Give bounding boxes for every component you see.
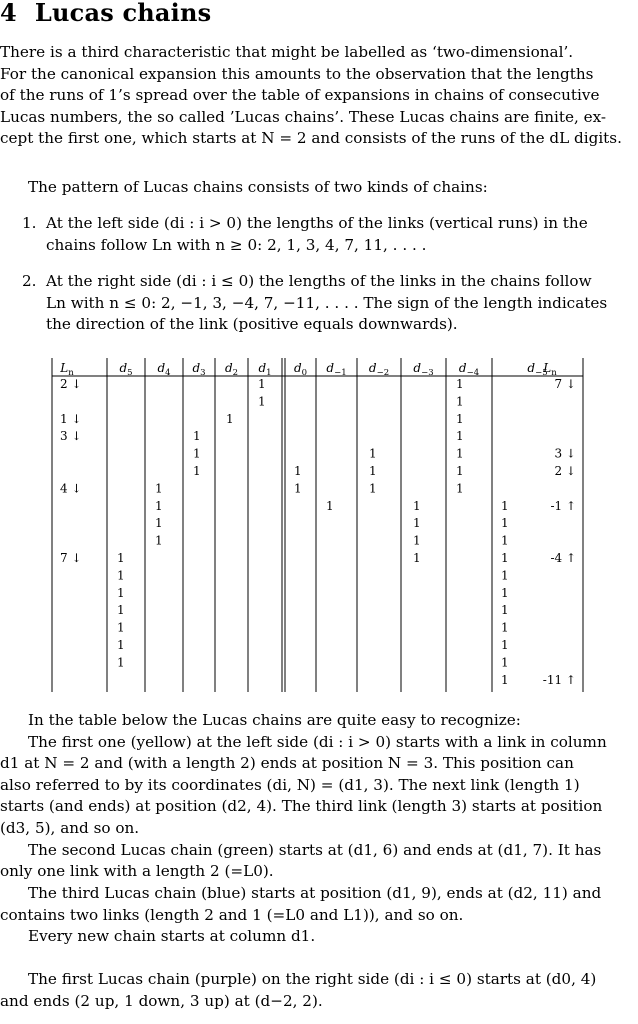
after-line: also referred to by its coordinates (di, N) = (d1, 3). The next link (length 1) [0,775,580,794]
list-item-number: 2. [22,272,37,291]
table-header: $d_{-2}$ [368,361,390,378]
table-cell-one: 1 [456,377,464,391]
table-cell-one: 1 [501,638,509,652]
table-cell-one: 1 [226,411,234,426]
left-ln-cell: 3 ↓ [60,429,82,444]
intro-line: cept the first one, which starts at N = 2 and consists of the runs of the dL digits. [0,129,622,148]
table-header: $L_n$ [60,361,74,378]
table-cell-one: 1 [413,498,421,513]
section-heading [0,0,211,27]
after-line: only one link with a length 2 (=L0). [0,862,274,880]
after-line: The first Lucas chain (purple) on the right side (di : i ≤ 0) starts at (d0, 4) [28,970,597,988]
intro-line: Lucas numbers, the so called ’Lucas chains’. These Lucas chains are finite, ex- [0,107,607,126]
table-cell-one: 1 [501,603,509,618]
table-cell-one: 1 [117,585,125,600]
table-cell-one: 1 [155,498,163,513]
after-paragraph-7 [0,926,638,948]
table-cell-one: 1 [326,498,334,513]
table-cell-one: 1 [456,481,464,496]
after-line: contains two links (length 2 and 1 (=L0 and L1)), and so on. [0,906,464,924]
right-ln-cell: 3 ↓ [554,446,576,461]
pattern-intro [0,177,638,199]
table-cell-one: 1 [501,620,509,635]
list-item-line: the direction of the link (positive equals downwards). [46,315,458,334]
after-line: Every new chain starts at column d1. [28,927,316,945]
after-line: The third Lucas chain (blue) starts at position (d1, 9), ends at (d2, 11) and [28,884,602,902]
table-cell-one: 1 [258,394,266,409]
table-cell-one: 1 [369,481,377,496]
list-item-line: chains follow Ln with n ≥ 0: 2, 1, 3, 4, 7, 11, . . . . [46,235,427,254]
table-cell-one: 1 [501,585,509,600]
after-paragraph-5 [0,883,638,905]
intro-line: of the runs of 1’s spread over the table of expansions in chains of consecutive [0,86,600,105]
table-cell-one: 1 [456,446,464,461]
table-cell-one: 1 [413,516,421,531]
table-cell-one: 1 [155,516,163,531]
table-cell-one: 1 [501,568,509,583]
right-ln-cell: -1 ↑ [550,498,576,513]
right-ln-cell: -4 ↑ [550,551,576,565]
table-cell-one: 1 [117,620,125,635]
right-ln-cell: 2 ↓ [554,464,576,478]
table-cell-one: 1 [117,551,125,565]
table-cell-one: 1 [501,498,509,513]
table-cell-one: 1 [501,655,509,670]
table-cell-one: 1 [456,394,464,409]
left-ln-cell: 7 ↓ [60,551,82,565]
table-header: $d_5$ [119,361,133,378]
table-cell-one: 1 [501,516,509,531]
after-line: starts (and ends) at position (d2, 4). The third link (length 3) starts at position [0,797,603,816]
list-item-line: At the right side (di : i ≤ 0) the lengths of the links in the chains follow [46,272,592,291]
intro-line: There is a third characteristic that might be labelled as ‘two-dimensional’. [0,43,574,61]
left-ln-cell: 2 ↓ [60,377,82,391]
table-header: $d_1$ [258,361,272,378]
table-cell-one: 1 [501,533,509,548]
after-paragraph-8 [0,969,638,991]
section-title: Lucas chains [34,0,212,27]
table-header: $d_{-1}$ [326,361,347,378]
table-cell-one: 1 [456,429,464,444]
table-header: $d_4$ [157,361,171,378]
intro-paragraph [0,42,638,150]
after-line: (d3, 5), and so on. [0,818,140,837]
table-cell-one: 1 [501,551,509,565]
intro-line: For the canonical expansion this amounts to the observation that the lengths [0,64,594,83]
after-line: In the table below the Lucas chains are quite easy to recognize: [28,711,521,729]
table-cell-one: 1 [294,481,302,496]
list-item-line: Ln with n ≤ 0: 2, −1, 3, −4, 7, −11, . . . . The sign of the length indicates [46,293,608,312]
left-ln-cell: 4 ↓ [60,481,82,496]
table-header: $d_{-3}$ [413,361,434,378]
table-cell-one: 1 [294,464,302,478]
table-cell-one: 1 [155,481,163,496]
table-cell-one: 1 [193,446,201,461]
table-cell-one: 1 [258,377,266,391]
table-cell-one: 1 [117,655,125,670]
list-item [0,213,638,256]
after-paragraph-6 [0,905,638,927]
table-cell-one: 1 [456,411,464,426]
left-ln-cell: 1 ↓ [60,411,82,426]
table-cell-one: 1 [193,464,201,478]
table-cell-one: 1 [117,603,125,618]
table-header: $d_2$ [224,361,239,378]
list-item [0,271,638,336]
table-cell-one: 1 [193,429,201,444]
list-item-number: 1. [22,214,37,232]
table-cell-one: 1 [117,638,125,652]
after-paragraph-3 [0,840,638,862]
table-header: $L_n$ [543,361,557,378]
after-paragraph [0,710,638,753]
table-cell-one: 1 [501,672,509,687]
after-line: The second Lucas chain (green) starts at (d1, 6) and ends at (d1, 7). It has [28,841,602,859]
after-line: and ends (2 up, 1 down, 3 up) at (d−2, 2). [0,992,323,1010]
section-number: 4 [0,0,17,27]
table-cell-one: 1 [369,464,377,478]
after-paragraph-4 [0,861,638,883]
table-header: $d_3$ [192,361,206,378]
table-cell-one: 1 [456,464,464,478]
after-line: The first one (yellow) at the left side (di : i > 0) starts with a link in column [28,732,607,751]
table-header: $d_0$ [293,361,308,378]
list-item-line: At the left side (di : i > 0) the lengths of the links (vertical runs) in the [46,214,588,232]
table-header: $d_{-5}$ [527,361,548,378]
after-paragraph-2 [0,753,638,839]
table-cell-one: 1 [413,533,421,548]
table-header: $d_{-4}$ [458,361,480,378]
table-cell-one: 1 [155,533,163,548]
pattern-intro-text: The pattern of Lucas chains consists of two kinds of chains: [28,178,488,196]
after-paragraph-9 [0,991,638,1013]
table-cell-one: 1 [117,568,125,583]
table-cell-one: 1 [369,446,377,461]
chain-kinds-list [0,213,638,336]
after-line: d1 at N = 2 and (with a length 2) ends at position N = 3. This position can [0,754,574,772]
right-ln-cell: -11 ↑ [542,672,576,687]
right-ln-cell: 7 ↓ [554,377,576,391]
table-cell-one: 1 [413,551,421,565]
